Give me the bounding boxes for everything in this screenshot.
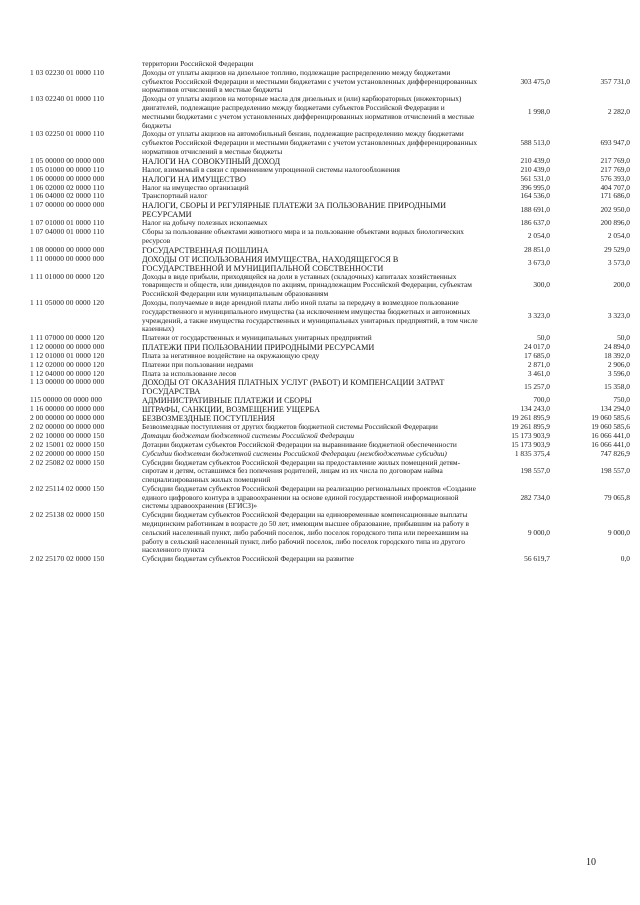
amount-year2-cell: 217 769,0 bbox=[600, 155, 630, 165]
amount-year1-cell: 588 513,0 bbox=[520, 138, 550, 148]
description-cell: Налог на имущество организаций bbox=[142, 182, 249, 192]
amount-year2-cell: 2 906,0 bbox=[607, 359, 630, 369]
description-cell: НАЛОГИ НА СОВОКУПНЫЙ ДОХОД bbox=[142, 156, 281, 166]
description-cell: ШТРАФЫ, САНКЦИИ, ВОЗМЕЩЕНИЕ УЩЕРБА bbox=[142, 405, 321, 415]
budget-code-cell: 2 02 25082 02 0000 150 bbox=[30, 457, 105, 467]
amount-year1-cell: 3 673,0 bbox=[527, 258, 550, 268]
budget-code-cell: 1 03 02230 01 0000 110 bbox=[30, 67, 104, 77]
amount-year1-cell: 28 851,0 bbox=[524, 244, 550, 254]
description-cell: ГОСУДАРСТВЕННАЯ ПОШЛИНА bbox=[142, 245, 269, 255]
amount-year1-cell: 2 871,0 bbox=[527, 359, 550, 369]
description-cell: Доходы от уплаты акцизов на дизельное топливо, подлежащие распределению между бюджетами субъектов Российской Федерации и местными бюджетами с учетом установленных дифференцированных нормативов отчислений в местные бюджеты bbox=[142, 67, 478, 95]
budget-code-cell: 2 02 25114 02 0000 150 bbox=[30, 483, 104, 493]
description-cell: Субсидии бюджетам субъектов Российской Федерации на реализацию региональных проектов «Создание единого цифрового контура в здравоохранении на основе единой государственной информационной системы здравоохранения (ЕГИСЗ)» bbox=[142, 483, 476, 511]
budget-code-cell: 2 00 00000 00 0000 000 bbox=[30, 413, 105, 423]
amount-year2-cell: 2 054,0 bbox=[607, 231, 630, 241]
amount-year2-cell: 19 060 585,6 bbox=[591, 413, 630, 423]
amount-year2-cell: 24 894,0 bbox=[604, 342, 630, 352]
table-row bbox=[30, 69, 630, 95]
amount-year2-cell: 200,0 bbox=[613, 280, 630, 290]
amount-year2-cell: 198 557,0 bbox=[600, 466, 630, 476]
amount-year1-cell: 210 439,0 bbox=[520, 155, 550, 165]
page-number: 10 bbox=[586, 857, 596, 868]
budget-code-cell: 1 07 00000 00 0000 000 bbox=[30, 200, 105, 210]
budget-code-cell: 2 02 15001 02 0000 150 bbox=[30, 439, 105, 449]
amount-year2-cell: 79 065,8 bbox=[604, 492, 630, 502]
table-row bbox=[30, 370, 630, 379]
amount-year1-cell: 300,0 bbox=[533, 280, 550, 290]
description-cell: Транспортный налог bbox=[142, 191, 208, 201]
table-row bbox=[30, 555, 630, 564]
amount-year1-cell: 700,0 bbox=[533, 395, 550, 405]
amount-year1-cell: 56 619,7 bbox=[524, 554, 550, 564]
amount-year2-cell: 18 392,0 bbox=[604, 350, 630, 360]
budget-code-cell: 2 02 00000 00 0000 000 bbox=[30, 422, 105, 432]
description-cell: территории Российской Федерации bbox=[142, 59, 254, 68]
amount-year1-cell: 3 323,0 bbox=[527, 311, 550, 321]
description-cell: Налог, взимаемый в связи с применением упрощенной системы налогообложения bbox=[142, 164, 400, 174]
amount-year2-cell: 217 769,0 bbox=[600, 164, 630, 174]
budget-code-cell: 1 13 00000 00 0000 000 bbox=[30, 377, 105, 387]
description-cell: НАЛОГИ НА ИМУЩЕСТВО bbox=[142, 174, 246, 184]
amount-year2-cell: 16 066 441,0 bbox=[591, 431, 630, 441]
description-cell: Доходы от уплаты акцизов на моторные масла для дизельных и (или) карбюраторных (инжекторных) двигателей, подлежащие распределению между бюджетами субъектов Российской Федерации и местными бюджетами с учетом установленных дифференцированных нормативов отчислений в местные бюджеты bbox=[142, 94, 475, 130]
amount-year1-cell: 198 557,0 bbox=[520, 466, 550, 476]
budget-code-cell: 1 07 01000 01 0000 110 bbox=[30, 218, 104, 228]
amount-year1-cell: 15 257,0 bbox=[524, 381, 550, 391]
budget-code-cell: 1 11 00000 00 0000 000 bbox=[30, 253, 104, 263]
budget-code-cell: 1 05 01000 00 0000 110 bbox=[30, 164, 104, 174]
description-cell: Плата за негативное воздействие на окружающую среду bbox=[142, 350, 320, 360]
amount-year1-cell: 1 835 375,4 bbox=[514, 448, 550, 458]
budget-code-cell: 1 06 02000 02 0000 110 bbox=[30, 182, 104, 192]
table-row bbox=[30, 201, 630, 219]
description-cell: Доходы, получаемые в виде арендной платы либо иной платы за передачу в возмездное пользование государственного и муниципального имущества (за исключением имущества бюджетных и автономных учреждений, а также имущества государственных и муниципальных унитарных предприятий, в том числе казенных) bbox=[142, 297, 478, 334]
description-cell: НАЛОГИ, СБОРЫ И РЕГУЛЯРНЫЕ ПЛАТЕЖИ ЗА ПОЛЬЗОВАНИЕ ПРИРОДНЫМИ РЕСУРСАМИ bbox=[142, 201, 447, 220]
amount-year1-cell bbox=[478, 60, 550, 69]
amount-year1-cell: 19 261 895,9 bbox=[511, 413, 550, 423]
description-cell: Субсидии бюджетам субъектов Российской Федерации на развитие bbox=[142, 554, 354, 564]
description-cell: Доходы в виде прибыли, приходящейся на доли в уставных (складочных) капиталах хозяйственных товариществ и обществ, или дивидендов по акциям, принадлежащим Российской Федерации, субъектам Российской Федерации или муниципальным образованиям bbox=[142, 271, 472, 299]
description-cell: Субсидии бюджетам субъектов Российской Федерации на предоставление жилых помещений детям-сиротам и детям, оставшимся без попечения родителей, лицам из их числа по договорам найма специализированных жилых помещений bbox=[142, 457, 461, 485]
budget-code-cell: 1 03 02240 01 0000 110 bbox=[30, 94, 104, 104]
table-row bbox=[30, 130, 630, 156]
table-row bbox=[30, 299, 630, 334]
table-row bbox=[30, 378, 630, 396]
budget-code-cell: 2 02 25170 02 0000 150 bbox=[30, 554, 105, 564]
budget-code-cell: 1 11 07000 00 0000 120 bbox=[30, 333, 104, 343]
table-row bbox=[30, 273, 630, 299]
budget-code-cell: 1 07 04000 01 0000 110 bbox=[30, 226, 104, 236]
amount-year2-cell: 171 686,0 bbox=[600, 191, 630, 201]
amount-year2-cell: 200 896,0 bbox=[600, 218, 630, 228]
amount-year1-cell: 561 531,0 bbox=[520, 173, 550, 183]
amount-year1-cell: 19 261 895,9 bbox=[511, 422, 550, 432]
amount-year2-cell: 3 573,0 bbox=[607, 258, 630, 268]
budget-code-cell: 1 12 01000 01 0000 120 bbox=[30, 350, 105, 360]
amount-year1-cell: 17 685,0 bbox=[524, 350, 550, 360]
description-cell: Дотации бюджетам субъектов Российской Федерации на выравнивание бюджетной обеспеченности bbox=[142, 439, 457, 449]
description-cell: Налог на добычу полезных ископаемых bbox=[142, 218, 268, 228]
revenue-table bbox=[30, 60, 630, 564]
amount-year1-cell: 9 000,0 bbox=[527, 527, 550, 537]
amount-year2-cell: 16 066 441,0 bbox=[591, 439, 630, 449]
amount-year1-cell: 2 054,0 bbox=[527, 231, 550, 241]
budget-code-cell: 1 11 01000 00 0000 120 bbox=[30, 271, 104, 281]
budget-code-cell: 1 06 00000 00 0000 000 bbox=[30, 173, 105, 183]
amount-year1-cell: 303 475,0 bbox=[520, 76, 550, 86]
budget-code-cell: 1 11 05000 00 0000 120 bbox=[30, 297, 104, 307]
amount-year2-cell: 9 000,0 bbox=[607, 527, 630, 537]
amount-year1-cell: 15 173 903,9 bbox=[511, 431, 550, 441]
budget-code-cell: 1 06 04000 02 0000 110 bbox=[30, 191, 104, 201]
amount-year1-cell: 3 461,0 bbox=[527, 368, 550, 378]
amount-year2-cell: 3 323,0 bbox=[607, 311, 630, 321]
amount-year1-cell: 210 439,0 bbox=[520, 164, 550, 174]
amount-year2-cell: 750,0 bbox=[613, 395, 630, 405]
description-cell: Плата за использование лесов bbox=[142, 368, 237, 378]
table-row bbox=[30, 192, 630, 201]
amount-year1-cell: 282 734,0 bbox=[520, 492, 550, 502]
budget-code-cell: 2 02 20000 00 0000 150 bbox=[30, 448, 105, 458]
description-cell: БЕЗВОЗМЕЗДНЫЕ ПОСТУПЛЕНИЯ bbox=[142, 414, 275, 424]
table-row bbox=[30, 255, 630, 273]
budget-code-cell: 115 00000 00 0000 000 bbox=[30, 395, 103, 405]
description-cell: Субсидии бюджетам бюджетной системы Российской Федерации (межбюджетные субсидии) bbox=[142, 448, 447, 458]
description-cell: Субсидии бюджетам субъектов Российской Федерации на единовременные компенсационные выплаты медицинским работникам в возрасте до 50 лет, имеющим высшее образование, прибывшим на работу в сельский населенный пункт, либо рабочий поселок, либо поселок городского типа или переехавшим на работу в сельский населенный пункт, либо рабочий поселок, либо поселок городского типа из другого населенного пункта bbox=[142, 510, 470, 555]
amount-year2-cell: 0,0 bbox=[620, 554, 630, 564]
revenue-table-body bbox=[30, 60, 630, 564]
description-cell: Доходы от уплаты акцизов на автомобильный бензин, подлежащие распределению между бюджетами субъектов Российской Федерации и местными бюджетами с учетом установленных дифференцированных нормативов отчислений в местные бюджеты bbox=[142, 129, 478, 156]
amount-year1-cell: 50,0 bbox=[537, 333, 550, 343]
budget-code-cell: 2 02 10000 00 0000 150 bbox=[30, 431, 105, 441]
amount-year1-cell: 188 691,0 bbox=[520, 204, 550, 214]
amount-year2-cell: 357 731,0 bbox=[600, 76, 630, 86]
amount-year2-cell: 576 393,0 bbox=[600, 173, 630, 183]
budget-code-cell: 1 16 00000 00 0000 000 bbox=[30, 404, 105, 414]
amount-year2-cell: 202 950,0 bbox=[600, 204, 630, 214]
description-cell: ДОХОДЫ ОТ ОКАЗАНИЯ ПЛАТНЫХ УСЛУГ (РАБОТ) И КОМПЕНСАЦИИ ЗАТРАТ ГОСУДАРСТВА bbox=[142, 378, 445, 397]
amount-year2-cell: 2 282,0 bbox=[607, 107, 630, 117]
amount-year1-cell: 396 995,0 bbox=[520, 182, 550, 192]
description-cell: Безвозмездные поступления от других бюджетов бюджетной системы Российской Федерации bbox=[142, 422, 438, 432]
description-cell: АДМИНИСТРАТИВНЫЕ ПЛАТЕЖИ И СБОРЫ bbox=[142, 396, 312, 406]
budget-code-cell: 1 12 00000 00 0000 000 bbox=[30, 341, 105, 351]
table-row bbox=[30, 246, 630, 255]
amount-year2-cell: 747 826,9 bbox=[600, 448, 630, 458]
budget-code-cell: 1 12 04000 00 0000 120 bbox=[30, 368, 105, 378]
amount-year1-cell: 1 998,0 bbox=[527, 107, 550, 117]
amount-year2-cell: 29 529,0 bbox=[604, 244, 630, 254]
amount-year1-cell: 186 637,0 bbox=[520, 218, 550, 228]
table-row bbox=[30, 459, 630, 485]
description-cell: ДОХОДЫ ОТ ИСПОЛЬЗОВАНИЯ ИМУЩЕСТВА, НАХОДЯЩЕГОСЯ В ГОСУДАРСТВЕННОЙ И МУНИЦИПАЛЬНОЙ СОБСТВЕННОСТИ bbox=[142, 254, 399, 273]
amount-year2-cell: 19 060 585,6 bbox=[591, 422, 630, 432]
budget-code-cell: 1 03 02250 01 0000 110 bbox=[30, 129, 104, 139]
description-cell: Дотации бюджетам бюджетной системы Российской Федерации bbox=[142, 431, 355, 441]
budget-code-cell: 1 05 00000 00 0000 000 bbox=[30, 155, 105, 165]
budget-code-cell: 1 08 00000 00 0000 000 bbox=[30, 244, 105, 254]
amount-year2-cell: 404 707,0 bbox=[600, 182, 630, 192]
table-row bbox=[30, 228, 630, 246]
amount-year2-cell: 3 596,0 bbox=[607, 368, 630, 378]
amount-year2-cell: 693 947,0 bbox=[600, 138, 630, 148]
amount-year2-cell: 134 294,0 bbox=[600, 404, 630, 414]
amount-year2-cell: 50,0 bbox=[617, 333, 630, 343]
table-row bbox=[30, 485, 630, 511]
description-cell: Платежи от государственных и муниципальных унитарных предприятий bbox=[142, 333, 372, 343]
description-cell: Сборы за пользование объектами животного мира и за пользование объектами водных биологических ресурсов bbox=[142, 226, 464, 245]
amount-year2-cell bbox=[550, 60, 630, 69]
table-row bbox=[30, 95, 630, 130]
budget-code-cell: 2 02 25138 02 0000 150 bbox=[30, 510, 105, 520]
amount-year1-cell: 134 243,0 bbox=[520, 404, 550, 414]
description-cell: ПЛАТЕЖИ ПРИ ПОЛЬЗОВАНИИ ПРИРОДНЫМИ РЕСУРСАМИ bbox=[142, 342, 375, 352]
description-cell: Платежи при пользовании недрами bbox=[142, 359, 254, 369]
amount-year1-cell: 15 173 903,9 bbox=[511, 439, 550, 449]
budget-code-cell: 1 12 02000 00 0000 120 bbox=[30, 359, 105, 369]
amount-year1-cell: 24 017,0 bbox=[524, 342, 550, 352]
amount-year1-cell: 164 536,0 bbox=[520, 191, 550, 201]
amount-year2-cell: 15 358,0 bbox=[604, 381, 630, 391]
table-row bbox=[30, 511, 630, 555]
